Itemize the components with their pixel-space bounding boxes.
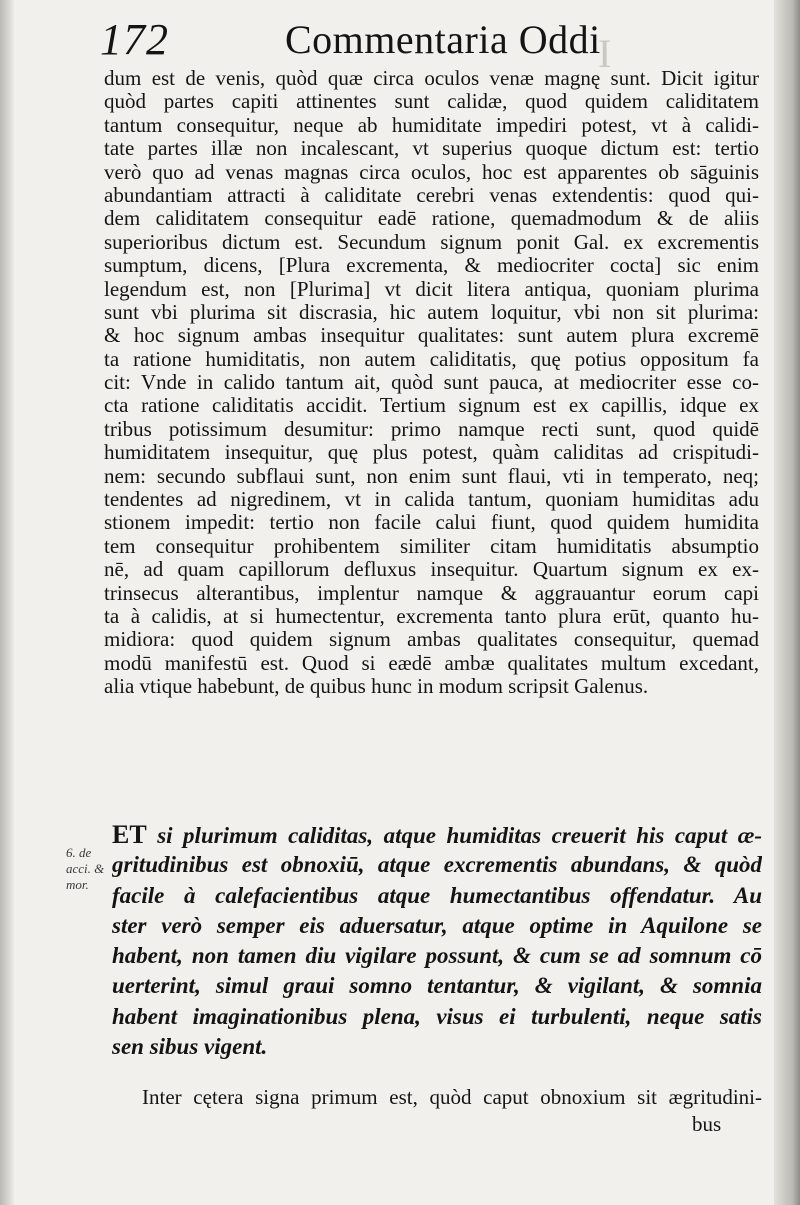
text-line: nē, ad quam capillorum defluxus insequitur. Quartum signum ex ex- bbox=[104, 558, 759, 582]
show-through-mark: I bbox=[598, 31, 612, 76]
text-line: trinsecus alterantibus, implentur namque & aggrauantur eorum capi bbox=[104, 581, 759, 605]
page-header bbox=[100, 10, 760, 76]
text-line: tribus potissimum desumitur: primo namque recti sunt, quod quidē bbox=[104, 417, 759, 441]
text-line: tendentes ad nigredinem, vt in calida tantum, quoniam humiditas adu bbox=[104, 488, 759, 512]
text-line: dum est de venis, quòd quæ circa oculos venæ magnę sunt. Dicit igitur bbox=[104, 67, 759, 90]
page-number: 172 bbox=[100, 15, 169, 64]
text-line: modū manifestū est. Quod si eædē ambæ qualitates multum excedant, bbox=[104, 651, 759, 675]
galen-quotation bbox=[112, 820, 762, 1062]
quote-line: gritudinibus est obnoxiū, atque excrementis abundans, & quòd bbox=[112, 852, 762, 878]
text-line: & hoc signum ambas insequitur qualitates: sunt autem plura excremē bbox=[104, 324, 759, 348]
page-edge-right bbox=[774, 0, 800, 1205]
text-line: tate partes illæ non incalescant, vt superius quoque dictum est: tertio bbox=[104, 137, 759, 161]
page-edge-left bbox=[0, 0, 14, 1205]
text-line: abundantiam attracti à caliditate cerebri venas extendentis: quod qui- bbox=[104, 183, 759, 207]
text-line: nem: secundo subflaui sunt, non enim sunt flaui, vti in temperato, neq; bbox=[104, 464, 759, 488]
text-line: verò quo ad venas magnas circa oculos, hoc est apparentes ob sāguinis bbox=[104, 160, 759, 184]
catchword: bus bbox=[692, 1112, 722, 1136]
text-line: quòd partes capiti attinentes sunt calidæ, quod quidem caliditatem bbox=[104, 90, 759, 114]
text-line: sunt vbi plurima sit discrasia, hic autem loquitur, vbi non sit plurima: bbox=[104, 300, 759, 324]
quote-line: ster verò semper eis aduersatur, atque optime in Aquilone se bbox=[112, 912, 762, 938]
text-line: tem consequitur prohibentem similiter citam humiditatis absumptio bbox=[104, 534, 759, 558]
text-line: humiditatem insequitur, quę plus potest, quàm caliditas ad crispitudi- bbox=[104, 441, 759, 465]
text-line: ta ratione humiditatis, non autem caliditatis, quę potius oppositum fa bbox=[104, 347, 759, 371]
closing-paragraph bbox=[142, 1083, 762, 1111]
quote-line: sen sibus vigent. bbox=[112, 1034, 268, 1060]
text-line: stionem impedit: tertio non facile calui fiunt, quod quidem humidita bbox=[104, 511, 759, 535]
text-line: cta ratione caliditatis accidit. Tertium signum est ex capillis, idque ex bbox=[104, 394, 759, 418]
quote-line-text: si plurimum caliditas, atque humiditas creuerit his caput æ- bbox=[157, 823, 762, 848]
text-line: dem caliditatem consequitur eadē ratione, quemadmodum & de aliis bbox=[104, 207, 759, 231]
running-title: Commentaria Oddi bbox=[285, 17, 601, 62]
initial-letter: ET bbox=[112, 820, 147, 849]
text-line: alia vtique habebunt, de quibus hunc in modum scripsit Galenus. bbox=[104, 675, 649, 699]
quote-line: habent, non tamen diu vigilare possunt, & cum se ad somnum cō bbox=[112, 943, 762, 969]
text-line: sumptum, dicens, [Plura excrementa, & mediocriter cocta] sic enim bbox=[104, 254, 759, 278]
quote-line: habent imaginationibus plena, visus ei turbulenti, neque satis bbox=[112, 1003, 762, 1029]
text-line: legendum est, non [Plurima] vt dicit litera antiqua, quoniam plurima bbox=[104, 277, 759, 301]
text-line: tantum consequitur, neque ab humiditate impediri potest, vt à calidi- bbox=[104, 113, 759, 137]
text-line: Inter cętera signa primum est, quòd caput obnoxium sit ægritudini- bbox=[142, 1085, 762, 1109]
main-text-block bbox=[104, 67, 759, 699]
quote-line: facile à calefacientibus atque humectantibus offendatur. Au bbox=[112, 882, 762, 908]
quote-line bbox=[112, 820, 762, 850]
quote-line: uerterint, simul graui somno tentantur, & vigilant, & somnia bbox=[112, 973, 762, 999]
text-line: superioribus dictum est. Secundum signum ponit Gal. ex excrementis bbox=[104, 230, 759, 254]
text-line: midiora: quod quidem signum ambas qualitates consequitur, quemad bbox=[104, 628, 759, 652]
margin-note: 6. de acci. & mor. bbox=[66, 845, 105, 892]
text-line: ta à calidis, at si humectentur, excrementa tanto plura erūt, quanto hu- bbox=[104, 604, 759, 628]
text-line: cit: Vnde in calido tantum ait, quòd sunt pauca, at mediocriter esse co- bbox=[104, 371, 759, 395]
